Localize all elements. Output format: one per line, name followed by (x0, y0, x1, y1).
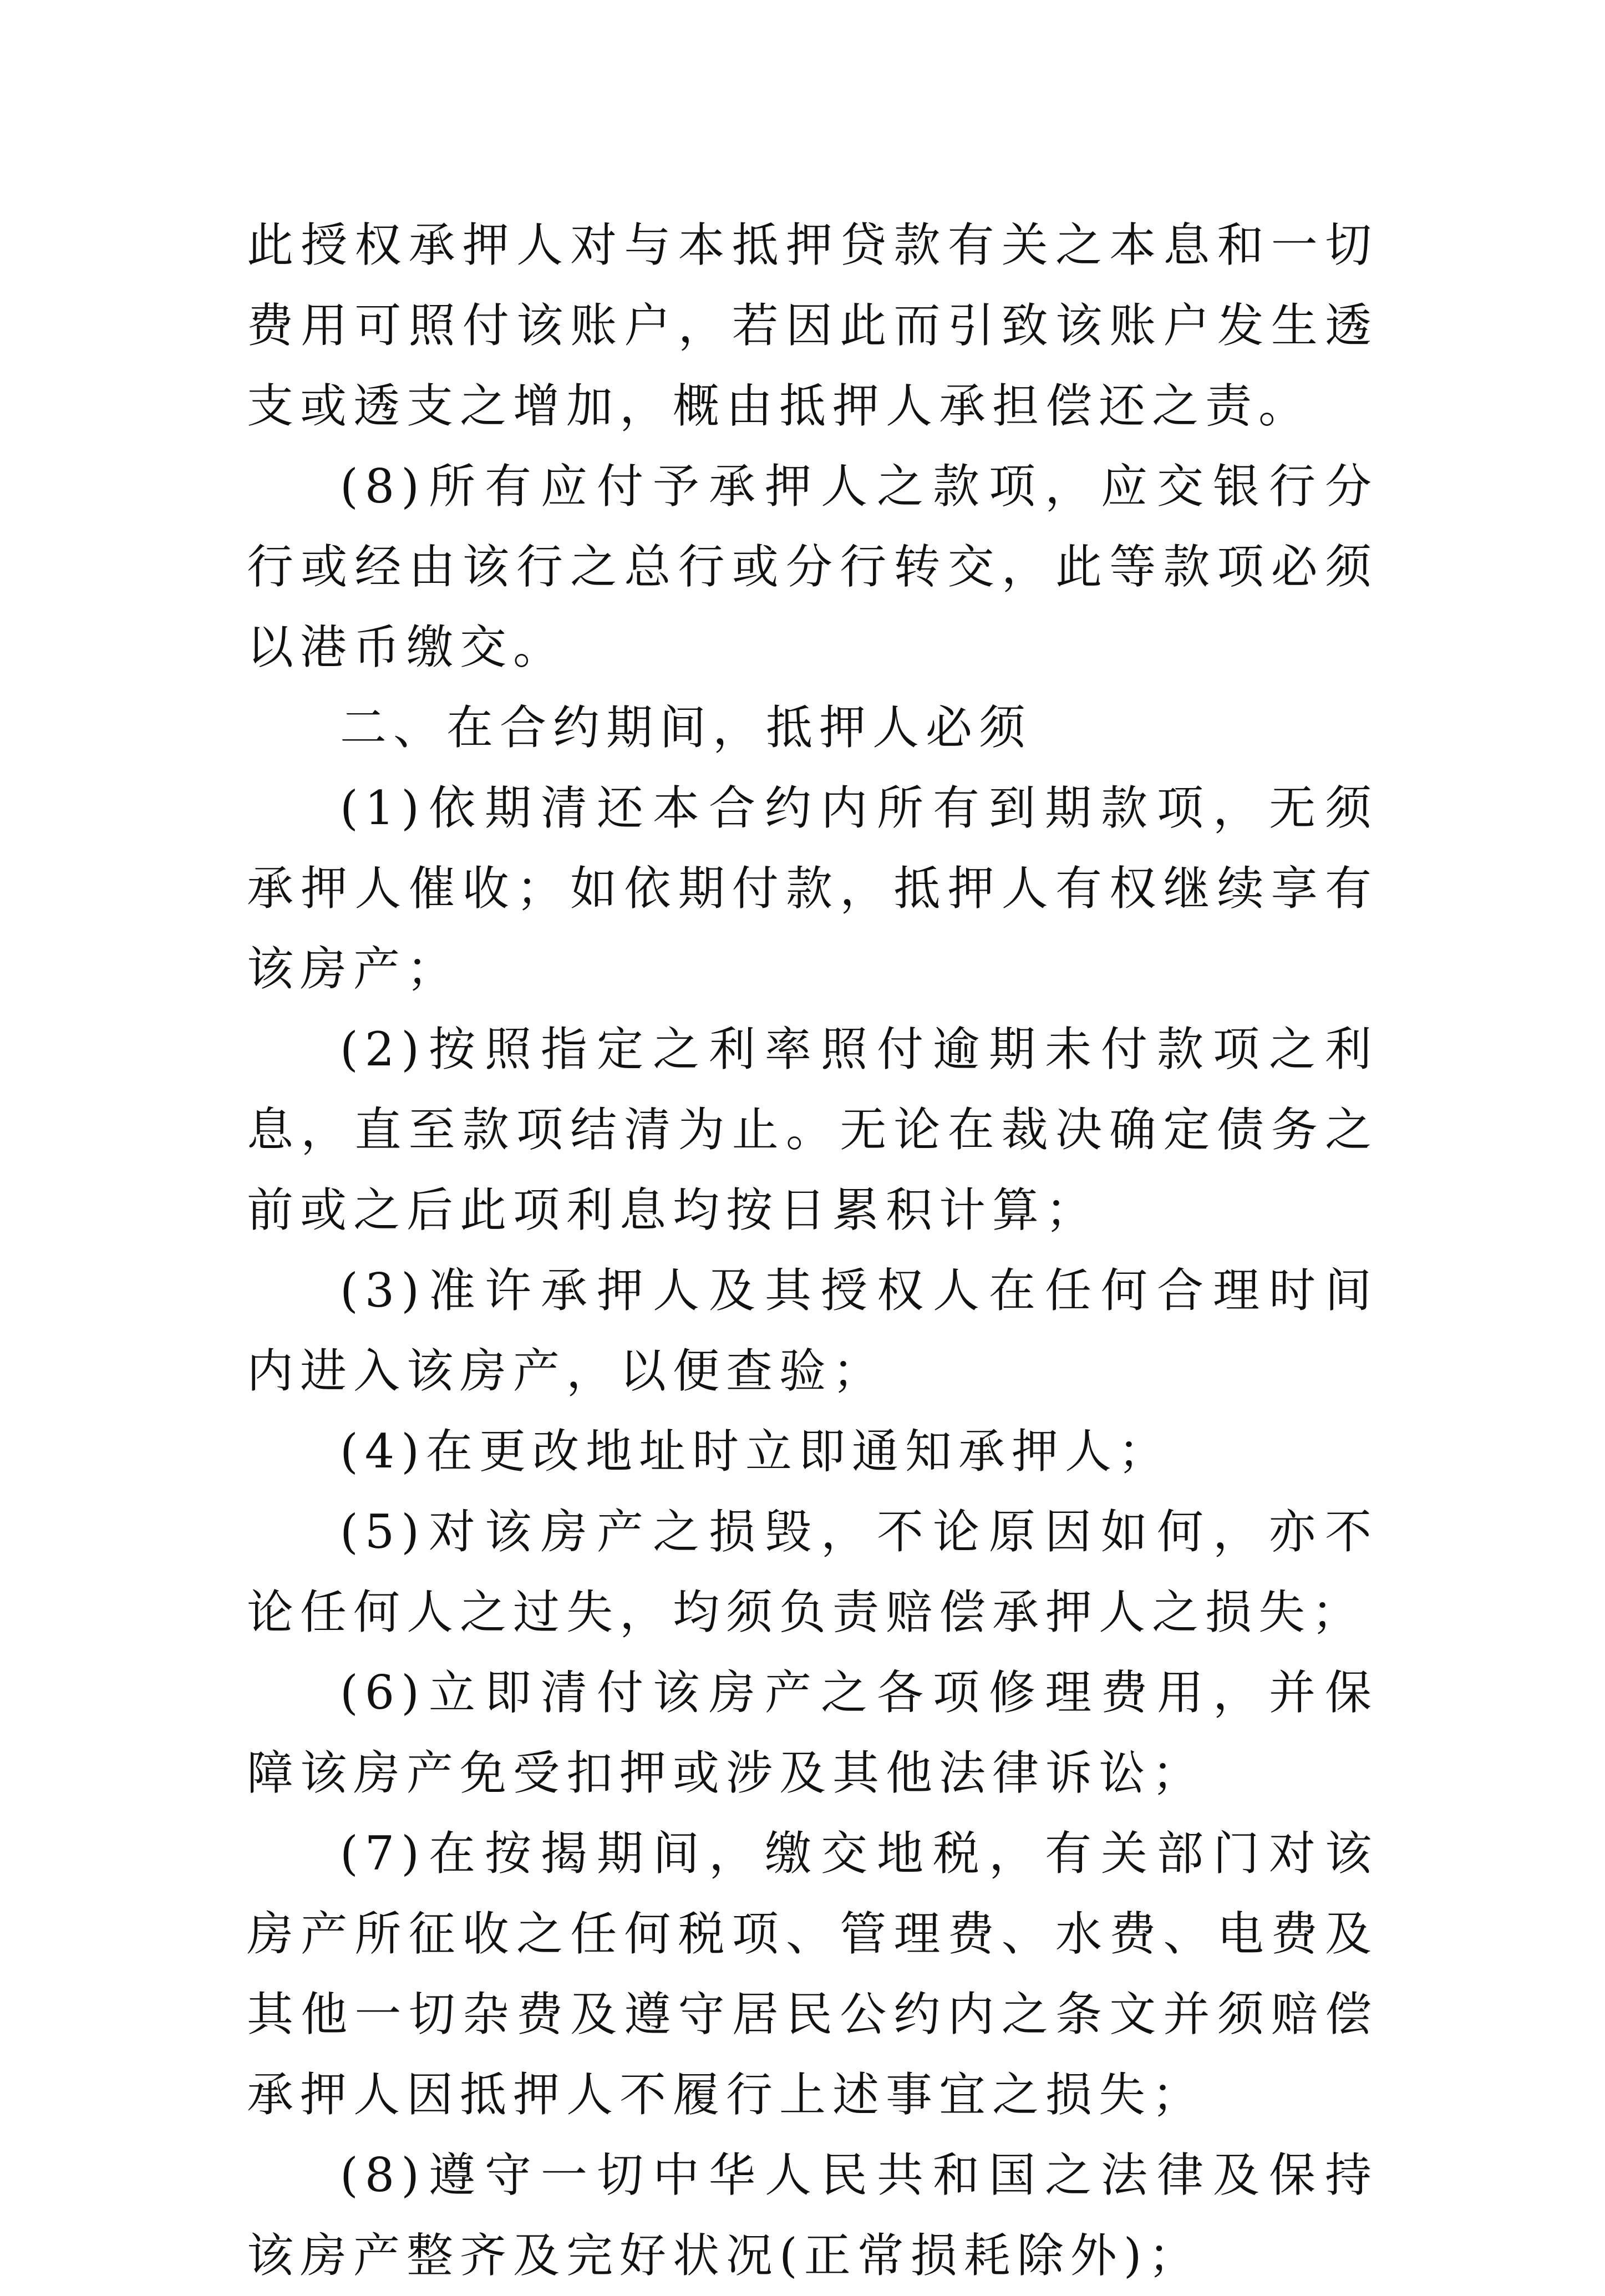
paragraph-clause-2-3: (3)准许承押人及其授权人在任何合理时间内进入该房产，以便查验； (247, 1263, 1378, 1398)
paragraph-clause-2-8: (8)遵守一切中华人民共和国之法律及保持该房产整齐及完好状况(正常损耗除外)； (247, 2148, 1378, 2283)
paragraph-continuation: 此授权承押人对与本抵押贷款有关之本息和一切费用可照付该账户，若因此而引致该账户发生透支或透支之增加，概由抵押人承担偿还之责。 (247, 218, 1378, 433)
paragraph-clause-2-6: (6)立即清付该房产之各项修理费用，并保障该房产免受扣押或涉及其他法律诉讼； (247, 1665, 1378, 1800)
paragraph-clause-2-4: (4)在更改地址时立即通知承押人； (340, 1424, 1171, 1479)
paragraph-clause-2-1: (1)依期清还本合约内所有到期款项，无须承押人催收；如依期付款，抵押人有权继续享有该房产； (247, 781, 1378, 996)
section-heading-2: 二、在合约期间，抵押人必须 (340, 700, 1033, 755)
paragraph-clause-1-8: (8)所有应付予承押人之款项，应交银行分行或经由该行之总行或分行转交，此等款项必须以港币缴交。 (247, 459, 1378, 674)
paragraph-clause-2-5: (5)对该房产之损毁，不论原因如何，亦不论任何人之过失，均须负责赔偿承押人之损失； (247, 1505, 1378, 1639)
paragraph-clause-2-7: (7)在按揭期间，缴交地税，有关部门对该房产所征收之任何税项、管理费、水费、电费及其他一切杂费及遵守居民公约内之条文并须赔偿承押人因抵押人不履行上述事宜之损失； (247, 1826, 1378, 2122)
document-body (247, 205, 1378, 2296)
paragraph-clause-2-2: (2)按照指定之利率照付逾期未付款项之利息，直至款项结清为止。无论在裁决确定债务之前或之后此项利息均按日累积计算； (247, 1022, 1378, 1237)
